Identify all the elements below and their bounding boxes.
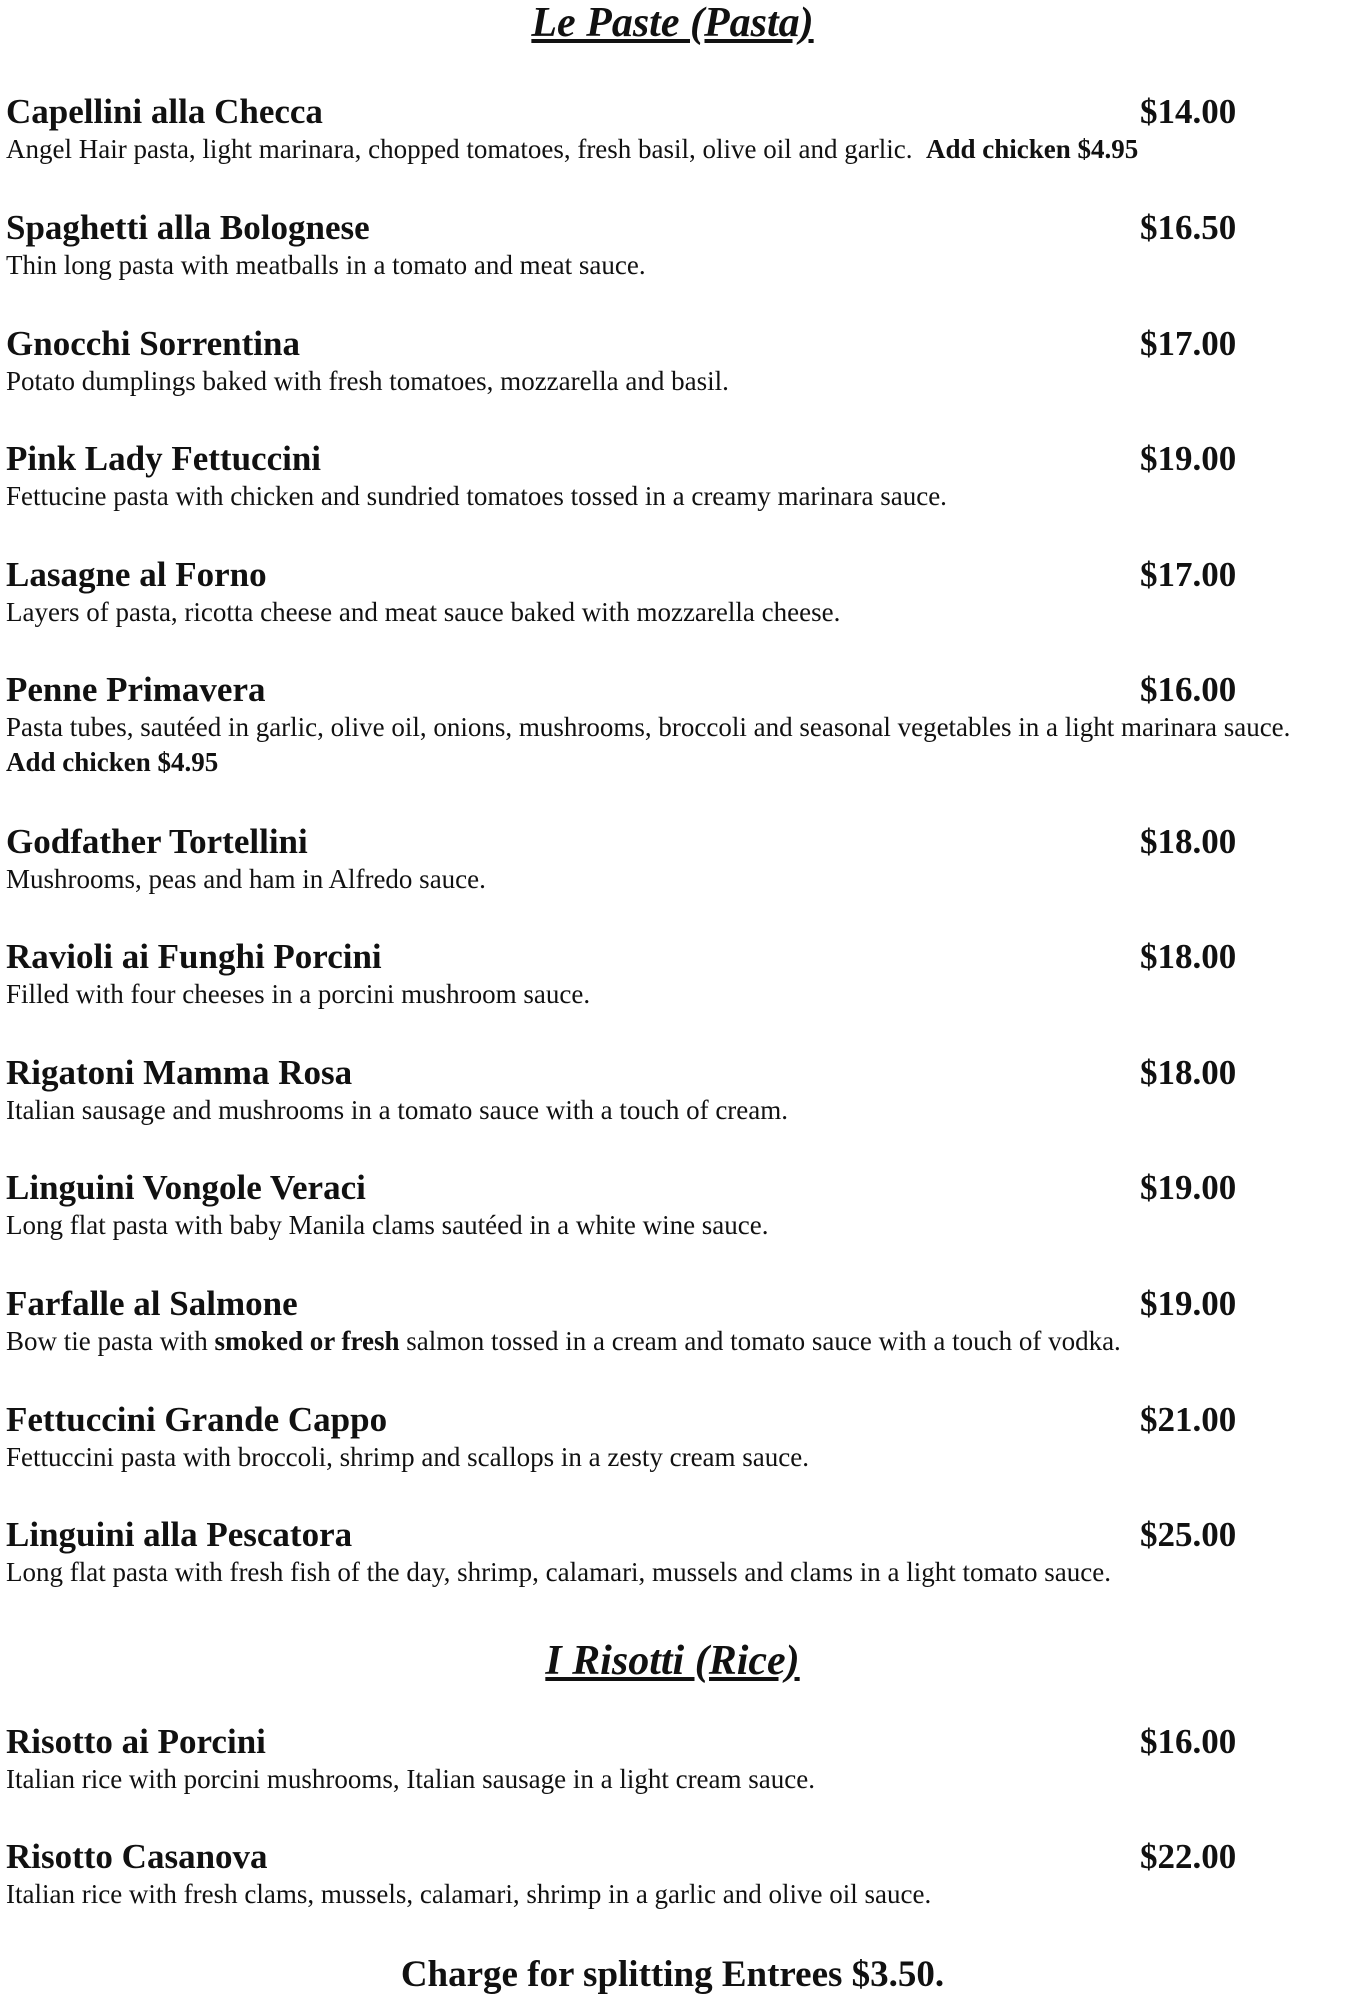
rice-section-title: I Risotti (Rice)	[545, 1638, 800, 1684]
menu-item	[6, 822, 1336, 897]
menu-item	[6, 1053, 1336, 1128]
item-description: Potato dumplings baked with fresh tomatoes, mozzarella and basil.	[6, 366, 729, 396]
item-description: Fettuccini pasta with broccoli, shrimp and scallops in a zesty cream sauce.	[6, 1442, 809, 1472]
item-description	[6, 1324, 1336, 1359]
item-name: Risotto Casanova	[6, 1837, 268, 1876]
add-chicken-note: Add chicken $4.95	[925, 134, 1139, 164]
menu-item	[6, 208, 1336, 283]
item-description: Long flat pasta with baby Manila clams sautéed in a white wine sauce.	[6, 1210, 769, 1240]
item-name: Capellini alla Checca	[6, 92, 323, 131]
item-description: Fettucine pasta with chicken and sundried tomatoes tossed in a creamy marinara sauce.	[6, 481, 947, 511]
split-charge-note: Charge for splitting Entrees $3.50.	[400, 1954, 945, 1995]
item-price: $16.00	[1140, 1722, 1237, 1761]
menu-item	[6, 1284, 1336, 1359]
item-price: $19.00	[1140, 1168, 1237, 1207]
item-name: Linguini Vongole Veraci	[6, 1168, 366, 1207]
item-description: Thin long pasta with meatballs in a tomato and meat sauce.	[6, 250, 646, 280]
item-price: $19.00	[1140, 439, 1237, 478]
pasta-section-title: Le Paste (Pasta)	[531, 0, 814, 46]
item-name: Pink Lady Fettuccini	[6, 439, 322, 478]
item-name: Gnocchi Sorrentina	[6, 324, 300, 363]
item-description-pre: Bow tie pasta with	[6, 1326, 208, 1356]
item-price: $14.00	[1140, 92, 1237, 131]
item-description-text: Angel Hair pasta, light marinara, chopped tomatoes, fresh basil, olive oil and garlic.	[6, 134, 913, 164]
menu-item	[6, 555, 1336, 630]
item-description: Italian rice with fresh clams, mussels, calamari, shrimp in a garlic and olive oil sauce.	[6, 1879, 932, 1909]
item-name: Ravioli ai Funghi Porcini	[6, 937, 382, 976]
item-price: $18.00	[1140, 937, 1237, 976]
item-description: Mushrooms, peas and ham in Alfredo sauce.	[6, 864, 486, 894]
item-description-emphasis: smoked or fresh	[214, 1326, 400, 1356]
item-price: $17.00	[1140, 555, 1237, 594]
item-description: Filled with four cheeses in a porcini mushroom sauce.	[6, 979, 591, 1009]
item-name: Rigatoni Mamma Rosa	[6, 1053, 353, 1092]
menu-item	[6, 439, 1336, 514]
item-price: $16.00	[1140, 670, 1237, 709]
add-chicken-note: Add chicken $4.95	[6, 747, 219, 777]
item-description: Italian rice with porcini mushrooms, Italian sausage in a light cream sauce.	[6, 1764, 815, 1794]
item-name: Linguini alla Pescatora	[6, 1515, 353, 1554]
item-description	[6, 132, 1336, 167]
menu-item	[6, 1837, 1336, 1912]
item-description-text: Pasta tubes, sautéed in garlic, olive oil, onions, mushrooms, broccoli and seasonal vegetables in a light marinara sauce.	[6, 712, 1291, 742]
menu-item	[6, 1400, 1336, 1475]
item-price: $16.50	[1140, 208, 1237, 247]
item-name: Risotto ai Porcini	[6, 1722, 266, 1761]
item-description	[6, 710, 1336, 780]
item-description: Layers of pasta, ricotta cheese and meat sauce baked with mozzarella cheese.	[6, 597, 841, 627]
item-price: $18.00	[1140, 1053, 1237, 1092]
menu-item	[6, 1515, 1336, 1590]
item-price: $25.00	[1140, 1515, 1237, 1554]
item-description: Long flat pasta with fresh fish of the day, shrimp, calamari, mussels and clams in a light tomato sauce.	[6, 1557, 1111, 1587]
item-price: $19.00	[1140, 1284, 1237, 1323]
menu-item	[6, 1168, 1336, 1243]
item-name: Godfather Tortellini	[6, 822, 308, 861]
item-name: Fettuccini Grande Cappo	[6, 1400, 388, 1439]
item-price: $17.00	[1140, 324, 1237, 363]
menu-item	[6, 670, 1336, 780]
item-price: $21.00	[1140, 1400, 1237, 1439]
menu-item	[6, 1722, 1336, 1797]
menu-item	[6, 937, 1336, 1012]
item-name: Lasagne al Forno	[6, 555, 267, 594]
item-price: $22.00	[1140, 1837, 1237, 1876]
item-name: Spaghetti alla Bolognese	[6, 208, 370, 247]
menu-item	[6, 92, 1336, 167]
item-price: $18.00	[1140, 822, 1237, 861]
item-description: Italian sausage and mushrooms in a tomato sauce with a touch of cream.	[6, 1095, 789, 1125]
item-name: Farfalle al Salmone	[6, 1284, 298, 1323]
menu-item	[6, 324, 1336, 399]
item-description-post: salmon tossed in a cream and tomato sauce with a touch of vodka.	[406, 1326, 1121, 1356]
item-name: Penne Primavera	[6, 670, 266, 709]
